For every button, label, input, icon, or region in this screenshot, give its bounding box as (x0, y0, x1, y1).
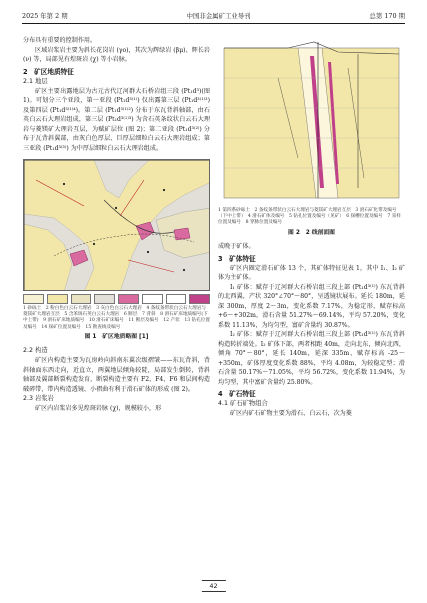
figure-2-caption: 图 2 2 线剖面图 (288, 229, 335, 236)
cross-section-figure (218, 38, 405, 206)
legend-swatch (166, 294, 187, 304)
figure-1-legend: 1 砂砾土 2 粉白色白云石大理岩 3 灰白色白云石大理岩 4 条纹条带状白云石大理岩与菱镁矿大理岩互层 5 含苯斑石英白云石大理岩 6 断层 7 背斜 8 滑石矿床地质编号(下中上带) 9 滑石矿床地质编号 10 滑石矿床编号 11 断层及编号 12 产状 13 钻孔位置及编号 14 探矿位置及编号 15 勘查线及编号 (23, 306, 210, 330)
legend-swatch (94, 294, 115, 304)
section-heading: 4 矿石特征 (218, 390, 256, 399)
figure-1-caption: 图 1 矿区地质略图 [1] (84, 333, 149, 340)
legend-swatch (118, 294, 139, 304)
header-journal: 中国非金属矿工业导刊 (186, 12, 251, 20)
left-column (23, 36, 210, 414)
paragraph: 分布具有重要的控制作用。 (23, 37, 97, 44)
subsection-heading: 4.1 矿石矿物组合 (218, 400, 268, 408)
subsection-heading: 2.3 岩浆岩 (23, 395, 54, 403)
paragraph: 矿区内岩浆岩多见煌斑岩脉 (χ)，规模较小，形 (35, 405, 162, 413)
header-total-issue: 总第 170 期 (369, 12, 405, 20)
legend-swatch (23, 294, 44, 304)
geologic-map-graphic (24, 160, 210, 291)
subsection-heading: 2.1 地层 (23, 77, 48, 85)
legend-swatch (71, 294, 92, 304)
right-column (218, 36, 405, 419)
page-number: 42 (201, 580, 225, 592)
paragraph: 矿区主要出露地层为古元古代辽河群大石桥岩组三段 (Pt₁d³)(图 1)。可划分三个亚段，第一亚段 (Pt₁d³⁽¹⁾) 仅出露第三层 (Pt₁d³⁽¹⁾³) 及第四层 (Pt₁d³⁽¹⁾⁴)。第二层 (Pt₁d³⁽¹⁾²) 分布于东瓦背斜轴部，由石英白云石大理岩组成，第三层 (Pt₁d³⁽¹⁾³) 为含石英条纹状白云石大理岩与菱镁矿大理岩互层，为赋矿层位 (图 2)；第二亚段 (Pt₁d³⁽²⁾) 分布于瓦背斜翼部，由灰白色厚层、巨厚层细粒白云石大理岩组成；第三亚段 (Pt₁d³⁽³⁾) 为中厚层细粒白云石大理岩组成。 (23, 87, 210, 152)
paragraph: 矿区内矿石矿物主要为滑石、白云石，次为菱 (230, 410, 352, 418)
paragraph: 区域岩浆岩主要为斜长花岗岩 (γo)，其次为辉绿岩 (βμ)、辉长岩 (ν) 等，局部见有煌斑岩 (χ) 等小岩脉。 (23, 46, 210, 63)
legend-swatch (189, 294, 210, 304)
running-header (22, 10, 405, 24)
paragraph: I₁ 矿体：赋存于辽河群大石桥岩组三段上部 (Pt₁d³⁽¹⁾) 东瓦背斜的北西翼，产状 320°∠70°～80°，呈透镜状展布。延长 180m，延深 300m，厚度 2～3m，变化系数 7.17%，为稳定形，赋存标高 +6～+302m，滑石含量 51.27%～69.14%，平均 57.20%，变化系数 11.13%，为均匀型，富矿含量约 30.87%。 (218, 283, 405, 329)
subsection-heading: 2.2 构造 (23, 347, 48, 355)
legend-swatch (47, 294, 68, 304)
section-heading: 2 矿区地质特征 (23, 67, 74, 76)
paragraph: 成晚于矿体。 (218, 243, 255, 251)
map-legend-swatches (23, 294, 210, 304)
paragraph: I₂ 矿体：赋存于辽河群大石桥岩组三段上部 (Pt₁d³⁽¹⁾) 东瓦背斜构造转折端处。I₂ 矿体下部，两者相距 40m，走向北东，倾向北西，倾角 70°～80°，延长 140m，延深 335m，赋存标高 -25～+350m，矿体厚度变化系数 88%，平均 4.08m，为较稳定型；滑石含量 50.17%～71.05%，平均 56.72%，变化系数 11.94%，为均匀型，其中富矿含量约 25.80%。 (218, 331, 405, 386)
figure-2-legend: 1 第四系砂砾土 2 条纹条带状白云石大理岩与菱镁矿大理岩互层 3 滑石矿化带及编号（下中上带） 4 滑石矿体及编号 5 钻孔位置及编号（见矿） 6 探槽位置及编号 7 采样位置及编号 8 穿脉位置及编号 (218, 208, 401, 226)
cross-section-graphic (218, 38, 405, 206)
section-heading: 3 矿体特征 (218, 254, 256, 263)
geologic-map-figure (23, 159, 210, 291)
header-issue: 2025 年第 2 期 (22, 12, 68, 20)
legend-swatch (142, 294, 163, 304)
paragraph: 矿区内圈定滑石矿体 13 个，其矿体特征见表 1，其中 I₁、I₂ 矿体为主矿体。 (218, 264, 405, 282)
paragraph: 矿区内构造主要为瓦房岭向斜南东翼次级褶皱——东瓦背斜，背斜轴面东西走向，近直立，两翼地层倾角较陡，局部发生倒转，背斜轴部及翼部断裂构造发育，断裂构造主要有 F2、F4、F6 和层间构造破碎带，带内构造透镜、小褶曲有利于滑石矿体的形成 (图 2)。 (23, 357, 210, 393)
